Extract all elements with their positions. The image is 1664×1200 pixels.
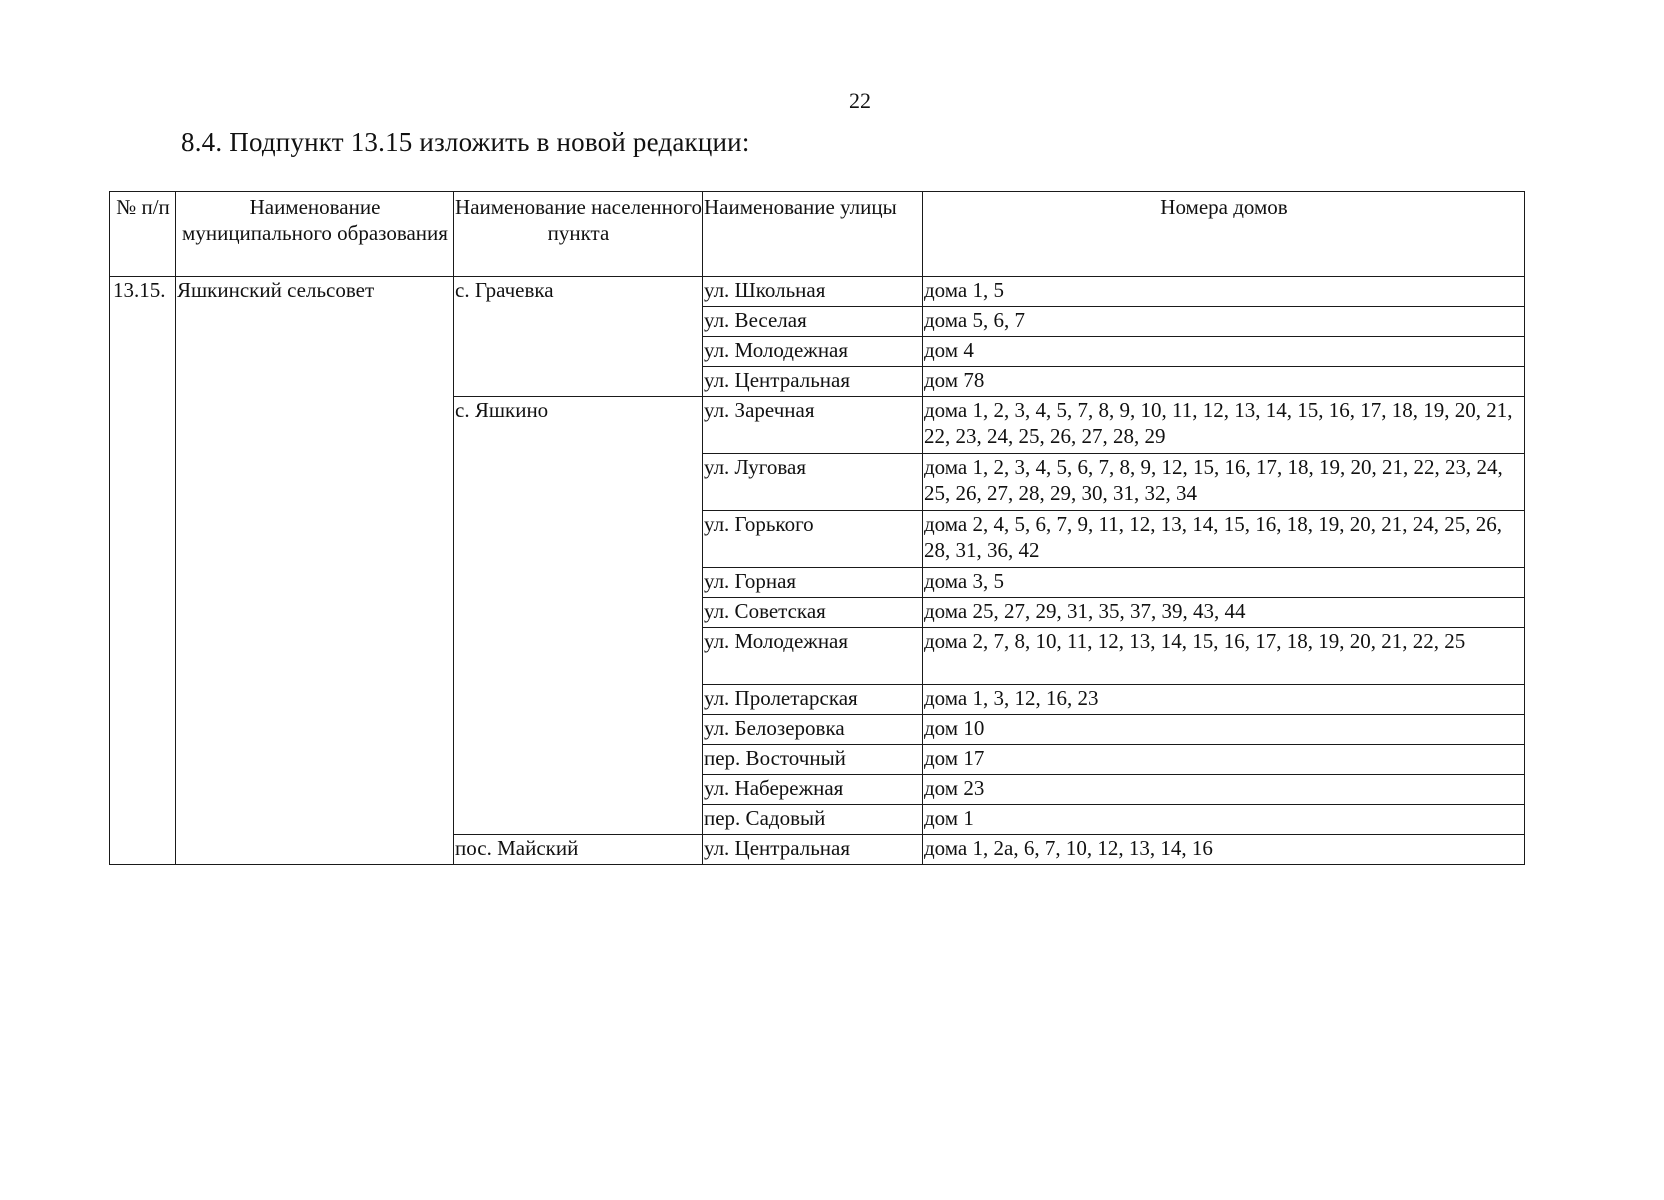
houses-cell: дома 1, 5 <box>923 277 1525 307</box>
houses-cell: дома 1, 2, 3, 4, 5, 6, 7, 8, 9, 12, 15, 16, 17, 18, 19, 20, 21, 22, 23, 24, 25, 26, 27, 28, 29, 30, 31, 32, 34 <box>923 454 1525 511</box>
header-municipality: Наименование муниципального образования <box>176 192 454 277</box>
page-number: 22 <box>849 88 871 113</box>
houses-cell: дом 17 <box>923 745 1525 775</box>
table-body <box>110 277 1525 865</box>
houses-cell: дома 1, 2, 3, 4, 5, 7, 8, 9, 10, 11, 12, 13, 14, 15, 16, 17, 18, 19, 20, 21, 22, 23, 24, 25, 26, 27, 28, 29 <box>923 397 1525 454</box>
street-cell: ул. Луговая <box>703 454 923 511</box>
houses-cell: дома 5, 6, 7 <box>923 307 1525 337</box>
street-cell: ул. Белозеровка <box>703 715 923 745</box>
houses-cell: дома 1, 3, 12, 16, 23 <box>923 685 1525 715</box>
houses-table <box>109 191 1525 865</box>
header-settlement: Наименование населенного пункта <box>454 192 703 277</box>
street-cell: ул. Заречная <box>703 397 923 454</box>
table-row <box>110 277 1525 307</box>
street-cell: ул. Горная <box>703 568 923 598</box>
street-cell: ул. Пролетарская <box>703 685 923 715</box>
street-cell: ул. Центральная <box>703 835 923 865</box>
street-cell: ул. Горького <box>703 511 923 568</box>
header-street <box>703 192 923 277</box>
houses-cell: дома 1, 2а, 6, 7, 10, 12, 13, 14, 16 <box>923 835 1525 865</box>
settlement-cell: с. Грачевка <box>454 277 703 397</box>
houses-cell: дома 2, 7, 8, 10, 11, 12, 13, 14, 15, 16, 17, 18, 19, 20, 21, 22, 25 <box>923 628 1525 685</box>
street-cell: ул. Советская <box>703 598 923 628</box>
settlement-cell: пос. Майский <box>454 835 703 865</box>
street-cell: ул. Центральная <box>703 367 923 397</box>
houses-cell: дом 10 <box>923 715 1525 745</box>
houses-cell: дом 4 <box>923 337 1525 367</box>
section-heading: 8.4. Подпункт 13.15 изложить в новой редакции: <box>181 127 750 157</box>
street-cell: пер. Восточный <box>703 745 923 775</box>
street-cell: ул. Молодежная <box>703 337 923 367</box>
houses-cell: дом 1 <box>923 805 1525 835</box>
table-header-row <box>110 192 1525 277</box>
street-cell: ул. Молодежная <box>703 628 923 685</box>
header-number: № п/п <box>110 192 176 277</box>
header-street-label: Наименование улицы <box>704 195 897 219</box>
settlement-cell: с. Яшкино <box>454 397 703 835</box>
street-cell: ул. Набережная <box>703 775 923 805</box>
houses-cell: дом 78 <box>923 367 1525 397</box>
municipality-cell: Яшкинский сельсовет <box>176 277 454 865</box>
houses-cell: дома 3, 5 <box>923 568 1525 598</box>
street-cell: пер. Садовый <box>703 805 923 835</box>
street-cell: ул. Веселая <box>703 307 923 337</box>
houses-cell: дома 25, 27, 29, 31, 35, 37, 39, 43, 44 <box>923 598 1525 628</box>
houses-cell: дома 2, 4, 5, 6, 7, 9, 11, 12, 13, 14, 15, 16, 18, 19, 20, 21, 24, 25, 26, 28, 31, 36, 42 <box>923 511 1525 568</box>
header-houses: Номера домов <box>923 192 1525 277</box>
row-number: 13.15. <box>110 277 176 865</box>
street-cell: ул. Школьная <box>703 277 923 307</box>
houses-cell: дом 23 <box>923 775 1525 805</box>
